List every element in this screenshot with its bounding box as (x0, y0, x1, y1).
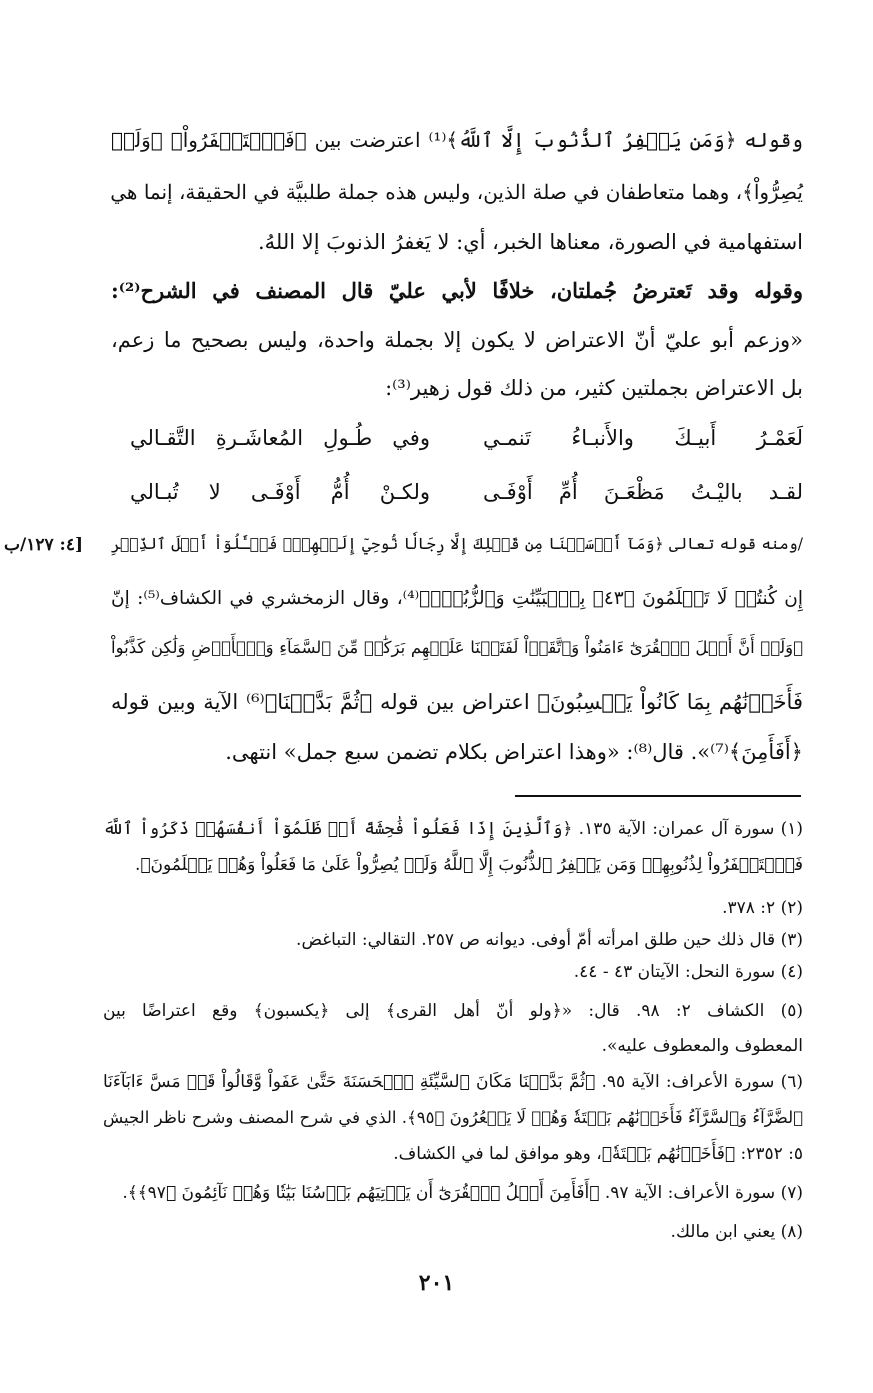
verse-2-second-hemistich: ولكـنْ أُمُّ أَوْفَـى لا تُبـالي (130, 480, 430, 504)
verse-2-first-hemistich: لقـد باليْـتُ مَظْعَـنَ أُمِّ أَوْفَـى (483, 480, 803, 504)
footnote-6-continued: ٱلضَّرَّآءُ وَٱلسَّرَّآءُ فَأَخَذۡنَٰهُم بَغۡتَةٗ وَهُمۡ لَا يَشۡعُرُونَ ﴿٩٥﴾. الذي في شرح المصنف وشرح ناظر الجيش (103, 1108, 804, 1127)
footnote-5-continued: المعطوف والمعطوف عليه». (601, 1036, 803, 1056)
footnote-4: (٤) سورة النحل: الآيتان ٤٣ - ٤٤. (573, 962, 803, 982)
body-line-8: إِن كُنتُمۡ لَا تَعۡلَمُونَ ﴿٤٣﴾ بِٱلۡبَيِّنَٰتِ وَٱلزُّبُرِۗ﴾⁽⁴⁾، وقال الزمخشري في الكشاف⁽⁵⁾: إنّ (111, 588, 803, 609)
page-number: ٢٠١ (418, 1270, 455, 1296)
body-line-7: /ومنه قوله تعالى ﴿وَمَآ أَرۡسَلۡنَا مِن قَبۡلِكَ إِلَّا رِجَالٗا نُّوحِيٓ إِلَيۡهِمۡۖ فَسۡـَٔلُوٓاْ أَهۡلَ ٱلذِّكۡرِ (111, 535, 803, 553)
footnote-1: (١) سورة آل عمران: الآية ١٣٥. ﴿وَٱلَّذِينَ إِذَا فَعَلُواْ فَٰحِشَةً أَوۡ ظَلَمُوٓاْ أَنفُسَهُمۡ ذَكَرُواْ ٱللَّهَ (103, 819, 803, 839)
body-line-9: ﴿وَلَوۡ أَنَّ أَهۡلَ ٱلۡقُرَىٰٓ ءَامَنُواْ وَٱتَّقَوۡاْ لَفَتَحۡنَا عَلَيۡهِم بَرَكَٰتٖ مِّنَ ٱلسَّمَآءِ وَٱلۡأَرۡضِ وَلَٰكِن كَذَّبُواْ (111, 638, 803, 657)
body-line-11: ﴿أَفَأَمِنَ﴾⁽⁷⁾». قال⁽⁸⁾: «وهذا اعتراض بكلام تضمن سبع جمل» انتهى. (225, 740, 803, 764)
footnote-6-continued-2: ٥: ٢٣٥٢: ﴿فَأَخَذۡنَٰهُم بَغۡتَةٗ﴾، وهو موافق لما في الكشاف. (393, 1144, 803, 1164)
footnote-6: (٦) سورة الأعراف: الآية ٩٥. ﴿ثُمَّ بَدَّلۡنَا مَكَانَ ٱلسَّيِّئَةِ ٱلۡحَسَنَةَ حَتَّىٰ عَفَواْ وَّقَالُواْ قَدۡ مَسَّ ءَابَآءَنَا (103, 1072, 803, 1092)
footnote-separator (515, 795, 801, 797)
body-line-4: وقوله وقد تَعترضُ جُملتان، خلافًا لأبي عليّ قال المصنف في الشرح⁽²⁾: (111, 278, 803, 303)
footnote-3: (٣) قال ذلك حين طلق امرأته أمّ أوفى. ديوانه ص ٢٥٧. التقالي: التباغض. (296, 930, 803, 950)
body-line-6: بل الاعتراض بجملتين كثير، من ذلك قول زهير⁽³⁾: (385, 376, 803, 400)
verse-1-first-hemistich: لَعَمْـرُ أَبيـكَ والأَنبـاءُ تَنمـي (483, 426, 803, 450)
body-line-1: وقوله ﴿وَمَن يَغۡفِرُ ٱلذُّنُوبَ إِلَّا ٱللَّهُ﴾⁽¹⁾ اعترضت بين ﴿فَٱسۡتَغۡفَرُواْ﴾ ﴿وَلَمۡ (111, 128, 803, 152)
footnote-1-continued: فَٱسۡتَغۡفَرُواْ لِذُنُوبِهِمۡ وَمَن يَغۡفِرُ ٱلذُّنُوبَ إِلَّا ٱللَّهُ وَلَمۡ يُصِرُّواْ عَلَىٰ مَا فَعَلُواْ وَهُمۡ يَعۡلَمُونَ﴾. (134, 855, 803, 875)
manuscript-folio-marker: [٤: ١٢٧/ب (4, 535, 84, 555)
body-line-5: «وزعم أبو عليّ أنّ الاعتراض لا يكون إلا بجملة واحدة، وليس بصحيح ما زعم، (111, 328, 803, 352)
footnote-8: (٨) يعني ابن مالك. (670, 1222, 803, 1242)
verse-1-second-hemistich: وفي طُـولِ المُعاشَـرةِ التَّقـالي (130, 426, 430, 450)
body-line-10: فَأَخَذۡنَٰهُم بِمَا كَانُواْ يَكۡسِبُونَ﴾ اعتراض بين قوله ﴿ثُمَّ بَدَّلۡنَا﴾⁽⁶⁾ الآية وبين قوله (111, 690, 803, 714)
body-line-2: يُصِرُّواْ﴾، وهما متعاطفان في صلة الذين، وليس هذه جملة طلبيَّة في الحقيقة، إنما هي (110, 180, 803, 204)
footnote-7: (٧) سورة الأعراف: الآية ٩٧. ﴿أَفَأَمِنَ أَهۡلُ ٱلۡقُرَىٰٓ أَن يَأۡتِيَهُم بَأۡسُنَا بَيَٰتٗا وَهُمۡ نَآئِمُونَ ﴿٩٧﴾﴾. (122, 1183, 803, 1203)
body-line-3: استفهامية في الصورة، معناها الخبر، أي: لا يَغفرُ الذنوبَ إلا اللهُ. (257, 230, 803, 254)
footnote-5: (٥) الكشاف ٢: ٩٨. قال: «﴿ولو أنّ أهل القرى﴾ إلى ﴿يكسبون﴾ وقع اعتراضًا بين (103, 1001, 804, 1021)
footnote-2: (٢) ٢: ٣٧٨. (722, 898, 803, 918)
